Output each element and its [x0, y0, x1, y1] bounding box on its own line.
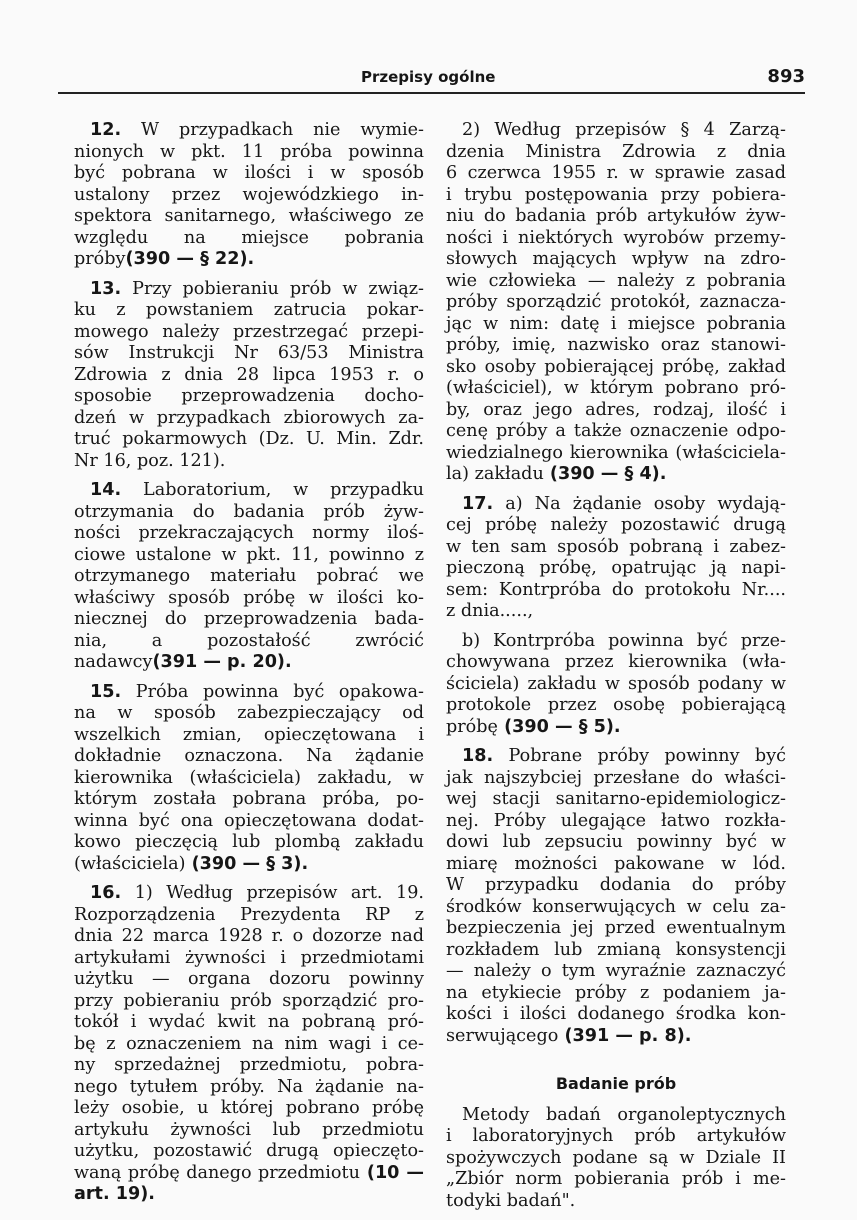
- text-line: [446, 443, 786, 465]
- line-text: 6 czerwca 1955 r. w sprawie zasad: [446, 163, 786, 183]
- text-line: [74, 279, 424, 301]
- text-line: [74, 991, 424, 1013]
- line-text: z dnia.....,: [446, 601, 534, 621]
- paragraph-number: 17.: [462, 493, 494, 514]
- line-text: waną próbę danego przedmiotu: [74, 1162, 360, 1183]
- text-line: [74, 588, 424, 610]
- line-text: cenę próby a także oznaczenie odpo-: [446, 421, 786, 441]
- paragraph: [446, 746, 786, 1047]
- line-text: serwującego: [446, 1025, 559, 1046]
- text-line: [74, 502, 424, 524]
- line-text: la) zakładu: [446, 464, 544, 484]
- line-text: b) Kontrpróba powinna być prze-: [462, 630, 786, 651]
- paragraph: [446, 631, 786, 739]
- text-line: [446, 378, 786, 400]
- line-text: i trybu postępowania przy pobiera-: [446, 184, 786, 205]
- line-text: nionych w pkt. 11 próba powinna: [74, 141, 424, 162]
- paragraph: [74, 279, 424, 473]
- paragraph: [74, 480, 424, 674]
- line-text: protokole przez osobę pobierającą: [446, 695, 786, 715]
- line-text: próby sporządzić protokół, zaznacza-: [446, 292, 786, 312]
- text-line: [74, 120, 424, 142]
- text-line: Metody badań organoleptycznych: [462, 1104, 786, 1125]
- text-line: [446, 142, 786, 164]
- text-line: [446, 228, 786, 250]
- left-column: [74, 120, 424, 1214]
- text-line: [446, 271, 786, 293]
- text-line: [74, 703, 424, 725]
- line-text: słowych mających wpływ na zdro-: [446, 249, 786, 269]
- line-text: ściciela) zakładu w sposób podany w: [446, 673, 786, 694]
- text-line: [446, 494, 786, 516]
- text-line: [74, 1034, 424, 1056]
- line-text: ustalony przez wojewódzkiego in-: [74, 184, 424, 205]
- line-text: jak najszybciej przesłane do właści-: [446, 767, 786, 788]
- paragraph: [446, 494, 786, 623]
- line-text: Laboratorium, w przypadku: [121, 480, 424, 500]
- line-text: sów Instrukcji Nr 63/53 Ministra: [74, 343, 424, 363]
- line-text: na etykiecie próby z podaniem ja-: [446, 982, 786, 1003]
- text-line: [446, 249, 786, 271]
- text-line: [446, 695, 786, 717]
- text-line: [74, 832, 424, 854]
- line-text: spektora sanitarnego, właściwego ze: [74, 206, 424, 226]
- section-paragraph: [446, 1105, 786, 1213]
- text-line: [446, 940, 786, 962]
- line-text: rozkładem lub zmianą konsystencji: [446, 939, 786, 960]
- line-text: użytku — organa dozoru powinny: [74, 969, 424, 989]
- line-text: miarę możności pakowane w lód.: [446, 853, 786, 874]
- text-line: [74, 1077, 424, 1099]
- line-text: nia, a pozostałość zwrócić nadawcy: [74, 630, 424, 672]
- text-line: [446, 674, 786, 696]
- line-text: ności przekraczających normy iloś-: [74, 523, 424, 543]
- line-text: ności i niektórych wyrobów przemy-: [446, 227, 786, 248]
- text-line: [74, 228, 424, 271]
- text-line: „Zbiór norm pobierania prób i me-: [446, 1169, 786, 1189]
- text-line: [74, 566, 424, 588]
- text-line: [446, 854, 786, 876]
- text-line: [446, 537, 786, 559]
- line-text: niecznej do przeprowadzenia bada-: [74, 609, 424, 629]
- line-text: tokół i wydać kwit na pobraną pró-: [74, 1012, 424, 1032]
- line-text: 1) Według przepisów art. 19.: [121, 883, 424, 903]
- line-text: bę z oznaczeniem na nim wagi i ce-: [74, 1033, 424, 1054]
- legal-reference: (391 — p. 8).: [558, 1025, 692, 1046]
- line-text: kowo pieczęcią lub plombą zakładu: [74, 832, 424, 852]
- paragraph-number: 15.: [90, 681, 122, 702]
- text-line: [74, 609, 424, 631]
- line-text: być pobrana w ilości i w sposób: [74, 163, 424, 183]
- page-header: [58, 64, 805, 94]
- paragraph: [74, 682, 424, 876]
- section-heading: Badanie prób: [555, 1074, 677, 1093]
- line-text: otrzymanego materiału pobrać we: [74, 566, 424, 586]
- text-line: [446, 918, 786, 940]
- line-text: ny sprzedażnej przedmiotu, pobra-: [74, 1055, 424, 1075]
- paragraph-number: 16.: [90, 883, 122, 903]
- text-line: [74, 343, 424, 365]
- line-text: przy pobieraniu prób sporządzić pro-: [74, 990, 424, 1011]
- text-line: [74, 948, 424, 970]
- text-line: [446, 1026, 786, 1048]
- text-line: [74, 854, 424, 876]
- text-line: [74, 523, 424, 545]
- line-text: Rozporządzenia Prezydenta RP z: [74, 904, 424, 925]
- running-title: Przepisy ogólne: [361, 68, 496, 86]
- line-text: 2) Według przepisów § 4 Zarzą-: [462, 120, 786, 140]
- text-line: [446, 400, 786, 422]
- text-line: [74, 1163, 424, 1206]
- line-text: pieczoną próbę, opatrując ją napi-: [446, 558, 786, 578]
- line-text: wej stacji sanitarno-epidemiologicz-: [446, 789, 786, 809]
- paragraph-number: 14.: [90, 480, 122, 500]
- line-text: dzeń w przypadkach zbiorowych za-: [74, 407, 424, 428]
- text-line: [446, 961, 786, 983]
- paragraph: [74, 120, 424, 271]
- text-line: [446, 120, 786, 142]
- line-text: względu na miejsce pobrania próby: [74, 227, 424, 269]
- line-text: (właściciel), w którym pobrano pró-: [446, 378, 786, 398]
- line-text: a) Na żądanie osoby wydają-: [493, 493, 786, 514]
- text-line: todyki badań".: [446, 1190, 576, 1211]
- line-text: kierownika (właściciela) zakładu, w: [74, 767, 424, 788]
- line-text: którym została pobrana próba, po-: [74, 789, 424, 809]
- text-line: [74, 386, 424, 408]
- text-line: [74, 480, 424, 502]
- line-text: niu do badania prób artykułów żyw-: [446, 206, 786, 226]
- text-line: [74, 451, 424, 473]
- line-text: sem: Kontrpróba do protokołu Nr....: [446, 579, 786, 600]
- line-text: wie człowieka — należy z pobrania: [446, 270, 786, 291]
- line-text: próby, imię, nazwisko oraz stanowi-: [446, 335, 786, 355]
- text-line: [74, 746, 424, 768]
- legal-reference: (390 — § 3).: [185, 853, 309, 874]
- text-line: [446, 357, 786, 379]
- text-line: [446, 421, 786, 443]
- line-text: chowywana przez kierownika (wła-: [446, 652, 786, 672]
- text-line: [446, 601, 786, 623]
- line-text: w ten sam sposób pobraną i zabez-: [446, 536, 786, 557]
- text-line: [74, 969, 424, 991]
- text-line: [74, 631, 424, 674]
- text-line: [446, 335, 786, 357]
- text-line: [446, 464, 786, 486]
- page-number: 893: [767, 66, 805, 87]
- text-line: [74, 365, 424, 387]
- line-text: jąc w nim: datę i miejsce pobrania: [446, 313, 786, 334]
- text-line: [446, 717, 786, 739]
- text-line: [74, 926, 424, 948]
- paragraph-number: 18.: [462, 746, 494, 766]
- paragraph-number: 13.: [90, 278, 122, 299]
- legal-reference: (390 — § 5).: [497, 716, 621, 737]
- paragraph: [446, 120, 786, 486]
- line-text: Zdrowia z dnia 28 lipca 1953 r. o: [74, 364, 424, 385]
- text-line: [446, 789, 786, 811]
- paragraph-number: 12.: [90, 120, 122, 140]
- text-line: [74, 429, 424, 451]
- text-line: [74, 789, 424, 811]
- text-line: [74, 1098, 424, 1120]
- paragraph: [74, 883, 424, 1206]
- line-text: dzenia Ministra Zdrowia z dnia: [446, 141, 786, 162]
- line-text: Pobrane próby powinny być: [493, 746, 786, 766]
- line-text: Próba powinna być opakowa-: [121, 681, 424, 702]
- text-line: [446, 832, 786, 854]
- line-text: artykułu żywności lub przedmiotu: [74, 1119, 424, 1140]
- text-line: [74, 322, 424, 344]
- text-line: [74, 1120, 424, 1142]
- line-text: wiedzialnego kierownika (właściciela-: [446, 442, 786, 463]
- line-text: Nr 16, poz. 121).: [74, 450, 226, 471]
- text-line: [446, 897, 786, 919]
- text-line: [74, 163, 424, 185]
- line-text: dnia 22 marca 1928 r. o dozorze nad: [74, 926, 424, 946]
- line-text: bezpieczenia jej przed ewentualnym: [446, 918, 786, 938]
- line-text: właściwy sposób próbę w ilości ko-: [74, 587, 424, 608]
- text-line: [446, 314, 786, 336]
- text-line: [446, 768, 786, 790]
- text-line: [74, 142, 424, 164]
- text-line: [74, 408, 424, 430]
- text-line: i laboratoryjnych prób artykułów: [446, 1126, 786, 1146]
- text-line: [446, 1004, 786, 1026]
- line-text: środków konserwujących w celu za-: [446, 896, 786, 917]
- line-text: truć pokarmowych (Dz. U. Min. Zdr.: [74, 429, 424, 449]
- line-text: nej. Próby ulegające łatwo rozkła-: [446, 810, 786, 831]
- legal-reference: (10 — art. 19).: [74, 1162, 424, 1204]
- line-text: użytku, pozostawić drugą opieczęto-: [74, 1141, 424, 1161]
- legal-reference: (390 — § 4).: [543, 464, 667, 484]
- text-line: spożywczych podane są w Dziale II: [446, 1147, 786, 1168]
- text-line: [446, 558, 786, 580]
- line-text: winna być ona opieczętowana dodat-: [74, 810, 424, 831]
- text-line: [446, 983, 786, 1005]
- text-line: [74, 725, 424, 747]
- text-line: [74, 768, 424, 790]
- text-line: [74, 811, 424, 833]
- line-text: sko osoby pobierającej próbę, zakład: [446, 356, 786, 377]
- line-text: otrzymania do badania prób żyw-: [74, 501, 424, 522]
- text-line: [74, 206, 424, 228]
- text-line: [446, 652, 786, 674]
- text-line: [446, 811, 786, 833]
- line-text: nego tytułem próby. Na żądanie na-: [74, 1076, 424, 1097]
- text-line: [446, 580, 786, 602]
- line-text: ciowe ustalone w pkt. 11, powinno z: [74, 544, 424, 565]
- line-text: (właściciela): [74, 853, 186, 874]
- line-text: kości i ilości dodanego środka kon-: [446, 1004, 786, 1024]
- text-line: [446, 515, 786, 537]
- text-line: [74, 300, 424, 322]
- line-text: mowego należy przestrzegać przepi-: [74, 321, 424, 342]
- text-line: [446, 746, 786, 768]
- text-line: [74, 185, 424, 207]
- text-line: [74, 1055, 424, 1077]
- legal-reference: (390 — § 22).: [125, 249, 255, 269]
- text-line: [74, 545, 424, 567]
- text-line: [74, 682, 424, 704]
- line-text: ku z powstaniem zatrucia pokar-: [74, 300, 424, 320]
- line-text: na w sposób zabezpieczający od: [74, 703, 424, 723]
- line-text: W przypadku dodania do próby: [446, 875, 786, 895]
- line-text: dokładnie oznaczona. Na żądanie: [74, 746, 424, 766]
- line-text: — należy o tym wyraźnie zaznaczyć: [446, 961, 786, 981]
- text-line: [74, 1141, 424, 1163]
- line-text: W przypadkach nie wymie-: [121, 120, 424, 140]
- text-line: [446, 206, 786, 228]
- line-text: by, oraz jego adres, rodzaj, ilość i: [446, 399, 786, 420]
- line-text: cej próbę należy pozostawić drugą: [446, 515, 786, 535]
- text-line: [446, 163, 786, 185]
- text-line: [446, 185, 786, 207]
- line-text: leży osobie, u której pobrano próbę: [74, 1098, 424, 1118]
- text-line: [74, 905, 424, 927]
- line-text: wszelkich zmian, opieczętowana i: [74, 724, 424, 745]
- text-line: [446, 292, 786, 314]
- text-line: [74, 883, 424, 905]
- right-column: [446, 120, 786, 1220]
- line-text: artykułami żywności i przedmiotami: [74, 947, 424, 968]
- line-text: Przy pobieraniu prób w związ-: [121, 278, 424, 299]
- line-text: dowi lub zepsuciu powinny być w: [446, 832, 786, 852]
- text-line: [446, 631, 786, 653]
- text-line: [74, 1012, 424, 1034]
- line-text: próbę: [446, 716, 498, 737]
- text-line: [446, 875, 786, 897]
- line-text: sposobie przeprowadzenia docho-: [74, 386, 424, 406]
- legal-reference: (391 — p. 20).: [152, 652, 292, 672]
